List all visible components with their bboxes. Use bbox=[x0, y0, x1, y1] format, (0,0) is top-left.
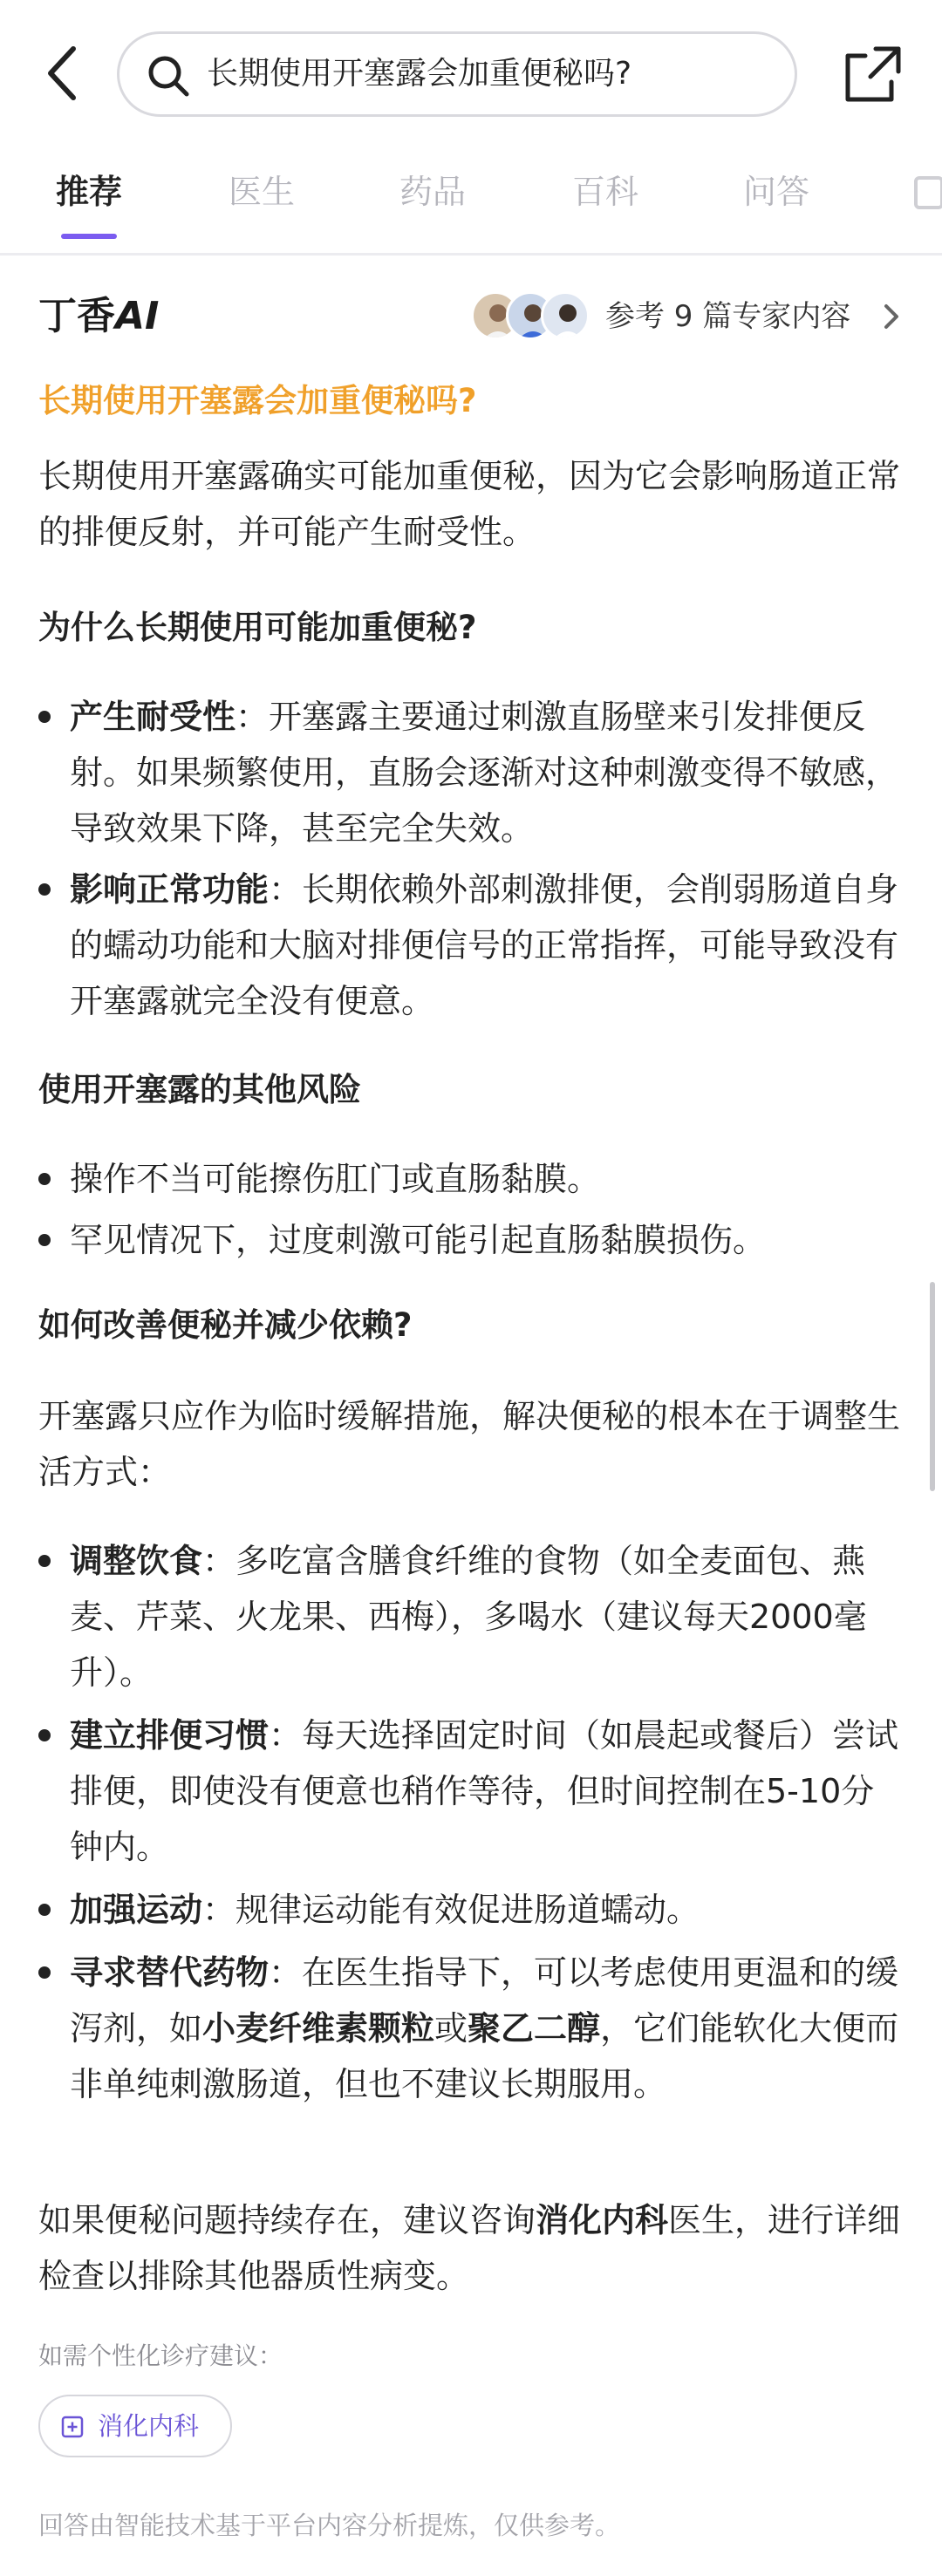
drug-name: 小麦纤维素颗粒 bbox=[202, 2009, 435, 2048]
chevron-right-icon bbox=[881, 302, 902, 331]
ai-logo-accent: AI bbox=[115, 294, 160, 338]
avatar bbox=[541, 291, 590, 340]
search-input[interactable] bbox=[117, 31, 797, 117]
answer-conclusion bbox=[38, 2192, 904, 2304]
ai-logo bbox=[38, 286, 159, 347]
search-query-text: 长期使用开塞露会加重便秘吗? bbox=[207, 56, 632, 92]
expert-avatars[interactable] bbox=[471, 291, 593, 342]
list-item bbox=[38, 1882, 904, 1938]
tab-recommend[interactable]: 推荐 bbox=[56, 173, 123, 211]
chevron-left-icon bbox=[38, 38, 87, 108]
tab-doctors[interactable]: 医生 bbox=[229, 173, 296, 211]
list-item bbox=[38, 689, 904, 856]
bullet-text: ：多吃富含膳食纤维的食物（如全麦面包、燕麦、芹菜、火龙果、西梅），多喝水（建议每天2000毫升）。 bbox=[70, 1542, 867, 1692]
bullet-text: 或 bbox=[434, 2009, 468, 2048]
answer-intro: 长期使用开塞露确实可能加重便秘，因为它会影响肠道正常的排便反射，并可能产生耐受性。 bbox=[38, 457, 901, 551]
scrollbar[interactable] bbox=[930, 1282, 935, 1491]
conclusion-text: 如果便秘问题持续存在，建议咨询 bbox=[38, 2201, 536, 2239]
disclaimer: 回答由智能技术基于平台内容分析提炼，仅供参考。 bbox=[38, 2511, 621, 2540]
plus-square-icon bbox=[61, 2416, 84, 2438]
section-heading-why: 为什么长期使用可能加重便秘? bbox=[38, 609, 477, 646]
tab-encyclopedia[interactable]: 百科 bbox=[572, 173, 639, 211]
department-button[interactable] bbox=[38, 2395, 232, 2457]
tab-bar bbox=[0, 157, 942, 253]
share-icon bbox=[841, 42, 905, 106]
divider bbox=[0, 253, 942, 256]
advice-hint: 如需个性化诊疗建议： bbox=[38, 2341, 283, 2370]
bullet-text: 罕见情况下，过度刺激可能引起直肠黏膜损伤。 bbox=[70, 1221, 767, 1259]
share-button[interactable] bbox=[841, 42, 905, 106]
search-icon bbox=[146, 53, 191, 99]
bullet-text: ：开塞露主要通过刺激直肠壁来引发排便反射。如果频繁使用，直肠会逐渐对这种刺激变得不敏感，导致效果下降，甚至完全失效。 bbox=[70, 698, 899, 848]
bullet-text: ：长期依赖外部刺激排便，会削弱肠道自身的蠕动功能和大脑对排便信号的正常指挥，可能导致没有开塞露就完全没有便意。 bbox=[70, 870, 899, 1020]
conclusion-department: 消化内科 bbox=[536, 2201, 669, 2239]
answer-question: 长期使用开塞露会加重便秘吗? bbox=[38, 382, 477, 419]
list-item bbox=[38, 1212, 904, 1268]
bullet-term: 产生耐受性 bbox=[70, 698, 236, 736]
drug-name: 聚乙二醇 bbox=[468, 2009, 601, 2048]
bullet-text: 操作不当可能擦伤肛门或直肠黏膜。 bbox=[70, 1160, 601, 1198]
ai-logo-text: 丁香 bbox=[38, 294, 115, 338]
bullet-text: ：每天选择固定时间（如晨起或餐后）尝试排便，即使没有便意也稍作等待，但时间控制在5-10分钟内。 bbox=[70, 1716, 899, 1866]
bullet-term: 调整饮食 bbox=[70, 1542, 203, 1580]
back-button[interactable] bbox=[38, 38, 87, 108]
bullet-text: ：在医生指导下，可以考虑使用更温和的缓泻剂，如 bbox=[70, 1953, 899, 2048]
list-item bbox=[38, 862, 904, 1029]
active-tab-indicator bbox=[61, 234, 117, 239]
bullet-term: 影响正常功能 bbox=[70, 870, 270, 909]
section-intro: 开塞露只应作为临时缓解措施，解决便秘的根本在于调整生活方式： bbox=[38, 1397, 901, 1491]
bullet-text: ，它们能软化大便而非单纯刺激肠道，但也不建议长期服用。 bbox=[70, 2009, 899, 2103]
top-bar bbox=[0, 0, 942, 148]
tab-qa[interactable]: 问答 bbox=[743, 173, 810, 211]
list-item bbox=[38, 1533, 904, 1700]
section-heading-improve: 如何改善便秘并减少依赖? bbox=[38, 1306, 413, 1344]
bullet-text: ：规律运动能有效促进肠道蠕动。 bbox=[202, 1891, 700, 1929]
department-button-label: 消化内科 bbox=[98, 2411, 200, 2441]
list-item bbox=[38, 1707, 904, 1875]
tab-drugs[interactable]: 药品 bbox=[399, 173, 467, 211]
list-item bbox=[38, 1151, 904, 1207]
references-link[interactable]: 参考 9 篇专家内容 bbox=[605, 299, 851, 334]
list-item bbox=[38, 1945, 904, 2112]
bullet-term: 加强运动 bbox=[70, 1891, 203, 1929]
bullet-term: 建立排便习惯 bbox=[70, 1716, 270, 1755]
bullet-term: 寻求替代药物 bbox=[70, 1953, 270, 1992]
tab-overflow-icon[interactable] bbox=[912, 174, 942, 209]
section-heading-risks: 使用开塞露的其他风险 bbox=[38, 1071, 361, 1108]
conclusion-text: 医生，进行详细检查以排除其他器质性病变。 bbox=[38, 2201, 901, 2295]
